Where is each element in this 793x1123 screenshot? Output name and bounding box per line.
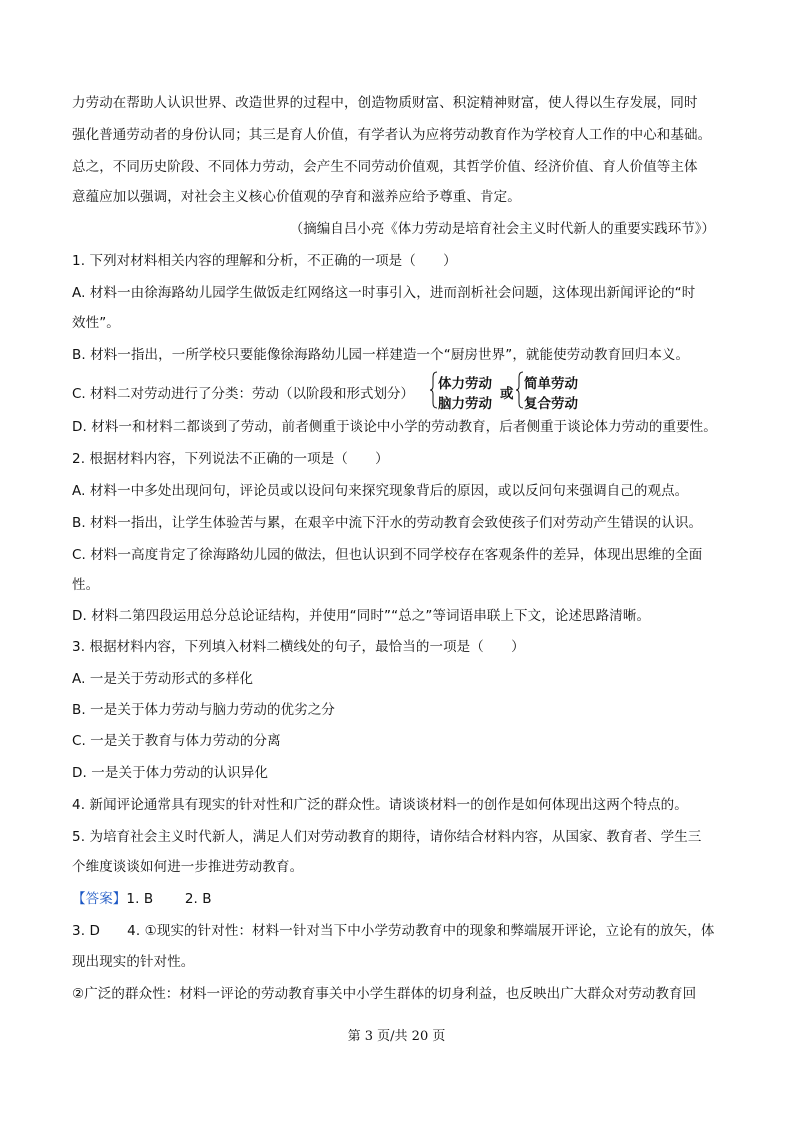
q1-option-b: B. 材料一指出，一所学校只要能像徐海路幼儿园一样建造一个“厨房世界”，就能使劳动教育回归本义。 [72, 347, 690, 363]
q5-stem-cont: 个维度谈谈如何进一步推进劳动教育。 [72, 859, 304, 875]
c-group2-item-1: 简单劳动 [524, 376, 578, 392]
q2-option-c: C. 材料一高度肯定了徐海路幼儿园的做法，但也认识到不同学校存在客观条件的差异，体现出思维的全面 [72, 547, 703, 563]
q3-stem: 3. 根据材料内容，下列填入材料二横线处的句子，最恰当的一项是（ ） [72, 639, 525, 655]
q2-option-c-cont: 性。 [72, 577, 100, 593]
q1-option-a-cont: 效性”。 [72, 315, 120, 331]
q1-option-d: D. 材料一和材料二都谈到了劳动，前者侧重于谈论中小学的劳动教育，后者侧重于谈论体力劳动的重要性。 [72, 419, 717, 435]
source-citation: （摘编自吕小亮《体力劳动是培育社会主义时代新人的重要实践环节》） [289, 221, 715, 237]
answer-line-2: 3. D 4. ①现实的针对性：材料一针对当下中小学劳动教育中的现象和弊端展开评论，立论有的放矢，体 [72, 923, 715, 939]
q2-option-d: D. 材料二第四段运用总分总论证结构，并使用“同时”“总之”等词语串联上下文，论述思路清晰。 [72, 608, 651, 624]
page-footer: 第 3 页/共 20 页 [347, 1029, 446, 1044]
body-line-3: 总之，不同历史阶段、不同体力劳动，会产生不同劳动价值观，其哲学价值、经济价值、育人价值等主体 [72, 159, 698, 175]
q3-option-a: A. 一是关于劳动形式的多样化 [72, 671, 254, 687]
answer-line-4: ②广泛的群众性：材料一评论的劳动教育事关中小学生群体的切身利益，也反映出广大群众对劳动教育回 [72, 986, 697, 1002]
q3-option-d: D. 一是关于体力劳动的认识异化 [72, 765, 269, 781]
body-line-2: 强化普通劳动者的身份认同；其三是育人价值，有学者认为应将劳动教育作为学校育人工作的中心和基础。 [72, 127, 712, 143]
q2-stem: 2. 根据材料内容，下列说法不正确的一项是（ ） [72, 451, 389, 467]
answer-line-1 [72, 890, 212, 908]
q1-option-c-text: C. 材料二对劳动进行了分类：劳动（以阶段和形式划分） [72, 386, 415, 402]
q3-option-b: B. 一是关于体力劳动与脑力劳动的优劣之分 [72, 702, 335, 718]
body-line-4: 意蕴应加以强调，对社会主义核心价值观的孕育和滋养应给予尊重、肯定。 [72, 189, 521, 205]
q2-option-b: B. 材料一指出，让学生体验苦与累，在艰辛中流下汗水的劳动教育会致使孩子们对劳动产生错误的认识。 [72, 515, 703, 531]
q1-stem: 1. 下列对材料相关内容的理解和分析，不正确的一项是（ ） [72, 253, 457, 269]
c-group1-item-2: 脑力劳动 [438, 396, 492, 412]
left-brace-icon [430, 371, 438, 409]
c-group2-item-2: 复合劳动 [524, 396, 578, 412]
q4-stem: 4. 新闻评论通常具有现实的针对性和广泛的群众性。请谈谈材料一的创作是如何体现出这两个特点的。 [72, 797, 688, 813]
left-brace-icon [516, 371, 524, 409]
answer-line-3: 现出现实的针对性。 [72, 954, 195, 970]
q1-option-a: A. 材料一由徐海路幼儿园学生做饭走红网络这一时事引入，进而剖析社会问题，这体现出新闻评论的“时 [72, 285, 696, 301]
q5-stem: 5. 为培育社会主义时代新人，满足人们对劳动教育的期待，请你结合材料内容，从国家、教育者、学生三 [72, 829, 702, 845]
body-line-1: 力劳动在帮助人认识世界、改造世界的过程中，创造物质财富、积淀精神财富，使人得以生存发展，同时 [72, 95, 698, 111]
c-or-label: 或 [500, 386, 514, 402]
q3-option-c: C. 一是关于教育与体力劳动的分离 [72, 733, 281, 749]
q2-option-a: A. 材料一中多处出现问句，评论员或以设问句来探究现象背后的原因，或以反问句来强调自己的观点。 [72, 483, 689, 499]
answer-tag: 【答案】 [72, 891, 127, 907]
answer-1-2: 1. B 2. B [126, 891, 212, 907]
c-group1-item-1: 体力劳动 [438, 376, 492, 392]
